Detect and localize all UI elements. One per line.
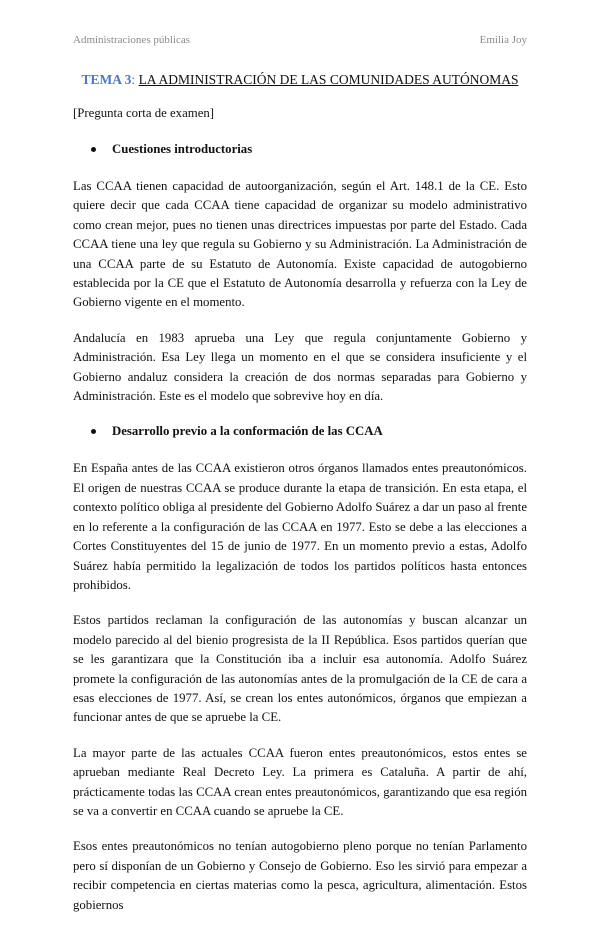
paragraph: Esos entes preautonómicos no tenían autogobierno pleno porque no tenían Parlamento pero sí disponían de un Gobierno y Consejo de Gobierno. Eso les sirvió para empezar a recibir competencia en ciertas materias como la pesca, agricultura, alimentación. Estos gobiernos	[73, 839, 527, 912]
paragraph: Andalucía en 1983 aprueba una Ley que regula conjuntamente Gobierno y Administración. Esa Ley llega un momento en el que se considera insuficiente y el Gobierno andaluz considera la creación de dos normas separadas para Gobierno y Administración. Este es el modelo que sobrevive hoy en día.	[73, 330, 527, 404]
title-topic-number: TEMA 3	[81, 72, 132, 87]
paragraph: En España antes de las CCAA existieron otros órganos llamados entes preautonómicos. El origen de nuestras CCAA se produce durante la etapa de transición. En esta etapa, el contexto político obliga al presidente del Gobierno Adolfo Suárez a dar un paso al frente en lo referente a la configuración de las CCAA en 1977. Esto se debe a las elecciones a Cortes Constituyentes del 15 de junio de 1977. En un momento previo a estas, Adolfo Suárez había permitido la legalización de todos los partidos políticos hasta entonces prohibidos.	[73, 461, 527, 592]
header-course-title: Administraciones públicas	[73, 34, 191, 46]
paragraph: Las CCAA tienen capacidad de autoorganización, según el Art. 148.1 de la CE. Esto quiere decir que cada CCAA tiene capacidad de organizar su modelo administrativo como crean mejor, pues no tienen unas directrices impuestas por parte del Estado. Cada CCAA tiene una ley que regula su Gobierno y su Administración. La Administración de una CCAA parte de su Estatuto de Autonomía. Existe capacidad de autogobierno establecida por la CE que el Estatuto de Autonomía desarrolla y refuerza con la Ley de Gobierno vigente en el momento.	[73, 179, 527, 310]
title-text: LA ADMINISTRACIÓN DE LAS COMUNIDADES AUTÓNOMAS	[138, 72, 519, 87]
title-colon: :	[131, 72, 136, 87]
section-heading	[91, 140, 527, 159]
header-author: Emilia Joy	[479, 34, 527, 46]
paragraph: Estos partidos reclaman la configuración de las autonomías y buscan alcanzar un modelo parecido al del bienio progresista de la II República. Esos partidos querían que se les garantizara que la Constitución iba a incluir esa autonomía. Adolfo Suárez promete la configuración de las autonomías antes de la promulgación de la CE de cara a esas elecciones de 1977. Así, se crean los entes autonómicos, órganos que empiezan a funcionar antes de que se apruebe la CE.	[73, 613, 527, 725]
exam-note: [Pregunta corta de examen]	[73, 106, 215, 120]
document-body	[73, 104, 527, 931]
page-title	[0, 72, 600, 88]
section-heading-text: Desarrollo previo a la conformación de las CCAA	[112, 424, 383, 439]
section-heading-text: Cuestiones introductorias	[112, 142, 253, 156]
bullet-icon	[91, 147, 96, 152]
bullet-icon	[91, 429, 96, 434]
section-heading	[91, 422, 527, 441]
paragraph: La mayor parte de las actuales CCAA fueron entes preautonómicos, estos entes se aprueban mediante Real Decreto Ley. La primera es Cataluña. A partir de ahí, prácticamente todas las CCAA crean entes preautonómicos, garantizando que esa región se va a convertir en CCAA cuando se apruebe la CE.	[73, 745, 527, 818]
